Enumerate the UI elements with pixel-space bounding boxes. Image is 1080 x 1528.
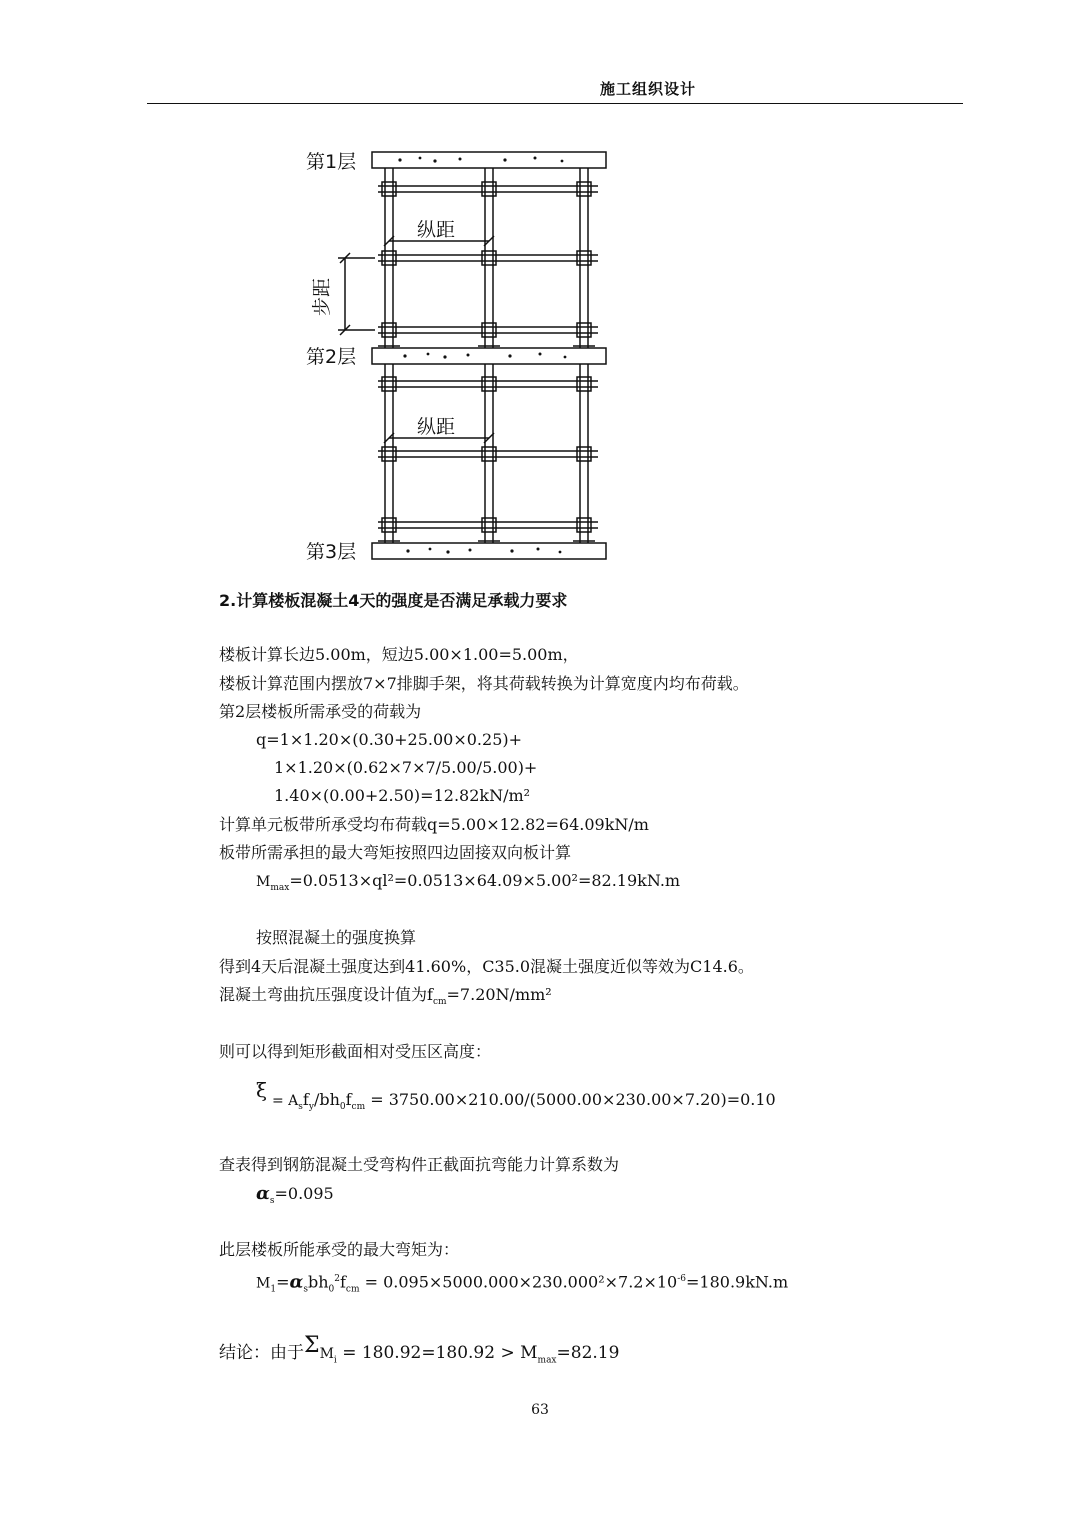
header-title: 施工组织设计 [599,80,696,98]
floor-label-1: 第1层 [306,151,357,173]
load-formula-line-2: 1×1.20×(0.62×7×7/5.00/5.00)+ [274,758,538,777]
load-formula-line-1: q=1×1.20×(0.30+25.00×0.25)+ [256,730,523,749]
vertical-posts [385,168,588,543]
scaffold-diagram [300,138,620,570]
text-line-14: 查表得到钢筋混凝土受弯构件正截面抗弯能力计算系数为 [219,1155,620,1174]
conclusion: 结论：由于$\Sigma M_i = 180.92=180.92 > M_{max}=82.19$ [219,1333,620,1366]
text-line-10: 按照混凝土的强度换算 [256,928,417,947]
text-line-11: 得到4天后混凝土强度达到41.60%，C35.0混凝土强度近似等效为C14.6。 [219,957,754,976]
xi-formula: = $A_sf_y/bh_0f_{cm} = 3750.00\times 210.00/(5000.00\times 230.00\times 7.20)=0.10$ [272,1090,776,1113]
text-line-12: 混凝土弯曲抗压强度设计值为$f_{cm}=7.20N$/mm² [219,985,552,1008]
xi-symbol: ξ [256,1078,268,1102]
longitudinal-spacing-label-2: 纵距 [417,416,456,438]
load-formula-line-3: 1.40×(0.00+2.50)=12.82kN/m² [274,786,531,805]
page-number: 63 [531,1402,549,1418]
moment-formula: $M_{max}=0.0513\times ql^2=0.0513\times 64.09\times 5.00^2=82.19kN.m$ [256,871,681,894]
text-line-3: 第2层楼板所需承受的荷载为 [219,702,422,721]
couplers [382,182,591,532]
alpha-value: $\alpha_s=0.095$ [256,1183,334,1207]
floor-label-3: 第3层 [306,541,357,563]
text-line-13: 则可以得到矩形截面相对受压区高度： [219,1042,492,1061]
m1-formula: $M_1=\alpha_sbh_0^2f_{cm} = 0.095\times 5000.000\times 230.000^2\times 7.2\times 10^{-6}=180.9kN.m$ [256,1271,789,1295]
text-line-2: 楼板计算范围内摆放7×7排脚手架，将其荷载转换为计算宽度内均布荷载。 [219,674,749,693]
step-label: 步距 [311,277,333,316]
text-line-8: 板带所需承担的最大弯矩按照四边固接双向板计算 [219,843,572,862]
text-line-15: 此层楼板所能承受的最大弯矩为： [219,1240,460,1259]
post-bases [378,346,595,541]
floor-slab-1 [372,152,606,168]
longitudinal-spacing-label-1: 纵距 [417,219,456,241]
floor-label-2: 第2层 [306,346,357,368]
text-line-7: 计算单元板带所承受均布荷载q=5.00×12.82=64.09kN/m [219,815,649,834]
text-line-1: 楼板计算长边5.00m，短边5.00×1.00=5.00m， [219,645,579,664]
slab-aggregate-marks [398,157,566,554]
floor-slab-2 [372,348,606,364]
section-heading: 2.计算楼板混凝土4天的强度是否满足承载力要求 [219,591,568,610]
header-rule [147,103,963,104]
step-dimension [338,253,375,335]
